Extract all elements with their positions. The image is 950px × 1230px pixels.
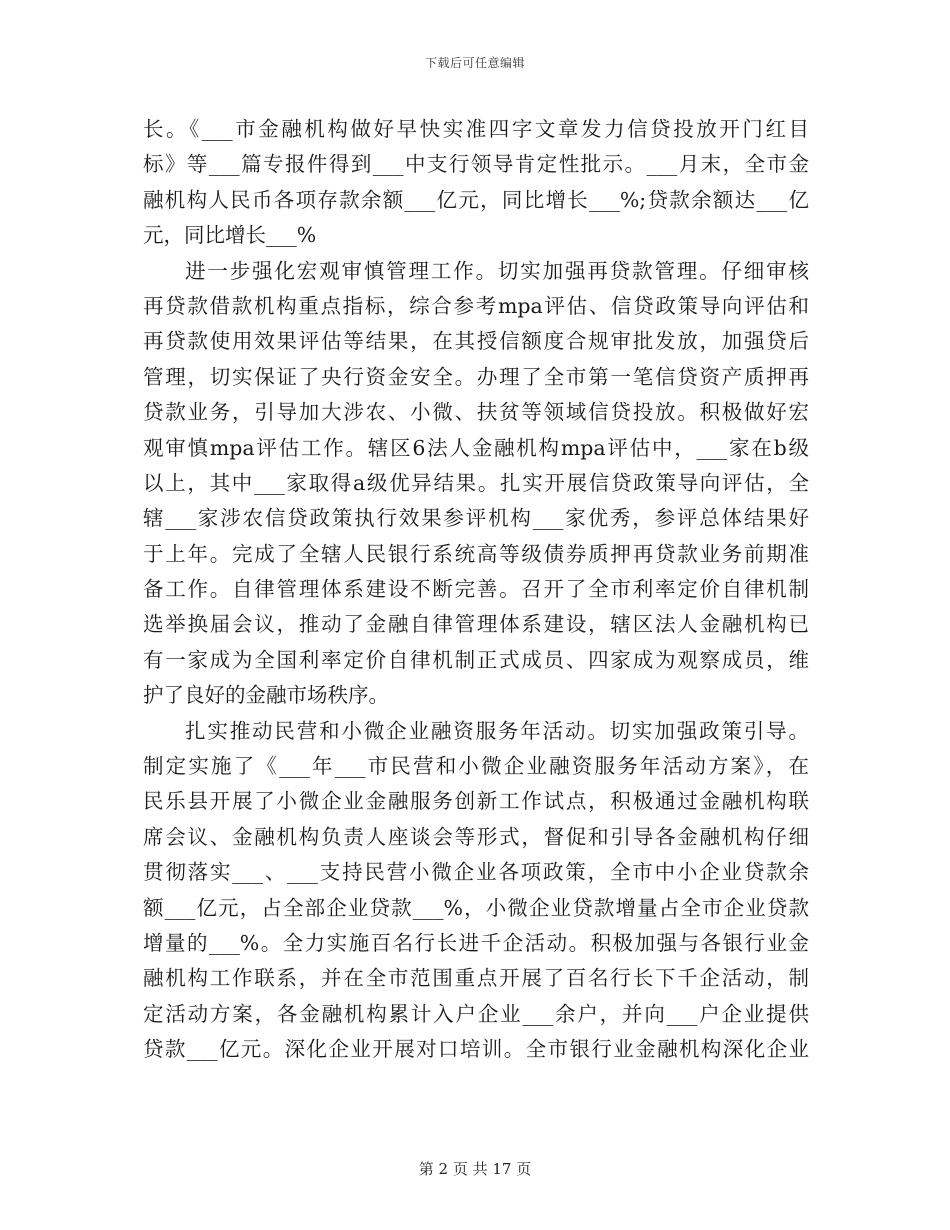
text-line: 管理，切实保证了央行资金安全。办理了全市第一笔信贷资产质押再 (143, 364, 809, 389)
text-line: 长。《___市金融机构做好早快实准四字文章发力信贷投放开门红目 (143, 117, 809, 141)
text-line: 贯彻落实___、___支持民营小微企业各项政策，全市中小企业贷款余 (143, 860, 809, 885)
text-line: 观审慎mpa评估工作。辖区6法人金融机构mpa评估中，___家在b级 (143, 435, 809, 460)
paragraph (143, 714, 809, 1068)
text-line: 扎实推动民营和小微企业融资服务年活动。切实加强政策引导。 (185, 718, 809, 743)
page-header: 下载后可任意编辑 (424, 56, 525, 70)
text-line: 贷款业务，引导加大涉农、小微、扶贫等领域信贷投放。积极做好宏 (143, 400, 809, 425)
text-line: 元，同比增长___% (143, 223, 317, 248)
text-line: 贷款___亿元。深化企业开展对口培训。全市银行业金融机构深化企业 (143, 1037, 809, 1062)
text-line: 以上，其中___家取得a级优异结果。扎实开展信贷政策导向评估，全 (143, 470, 809, 495)
text-line: 辖___家涉农信贷政策执行效果参评机构___家优秀，参评总体结果好 (143, 506, 809, 531)
text-line: 融机构工作联系，并在全市范围重点开展了百名行长下千企活动，制 (143, 966, 809, 991)
text-line: 选举换届会议，推动了金融自律管理体系建设，辖区法人金融机构已 (143, 612, 809, 637)
text-line: 再贷款使用效果评估等结果，在其授信额度合规审批发放，加强贷后 (143, 329, 809, 354)
text-line: 备工作。自律管理体系建设不断完善。召开了全市利率定价自律机制 (143, 577, 809, 602)
text-line: 席会议、金融机构负责人座谈会等形式，督促和引导各金融机构仔细 (143, 824, 809, 849)
text-line: 增量的___%。全力实施百名行长进千企活动。积极加强与各银行业金 (143, 930, 809, 955)
paragraph (143, 112, 809, 254)
text-line: 再贷款借款机构重点指标，综合参考mpa评估、信贷政策导向评估和 (143, 293, 809, 318)
page-footer: 第 2 页 共 17 页 (418, 1160, 532, 1178)
text-line: 定活动方案，各金融机构累计入户企业___余户，并向___户企业提供 (143, 1001, 809, 1026)
text-line: 护了良好的金融市场秩序。 (143, 683, 389, 708)
paragraph (143, 254, 809, 714)
text-line: 进一步强化宏观审慎管理工作。切实加强再贷款管理。仔细审核 (185, 258, 809, 283)
text-line: 额___亿元，占全部企业贷款___%，小微企业贷款增量占全市企业贷款 (143, 895, 809, 920)
text-line: 融机构人民币各项存款余额___亿元，同比增长___%;贷款余额达___亿 (143, 187, 809, 212)
text-line: 民乐县开展了小微企业金融服务创新工作试点，积极通过金融机构联 (143, 789, 809, 814)
text-line: 制定实施了《___年___市民营和小微企业融资服务年活动方案》，在 (143, 754, 809, 779)
text-line: 有一家成为全国利率定价自律机制正式成员、四家成为观察成员，维 (143, 647, 809, 672)
text-line: 标》等___篇专报件得到___中支行领导肯定性批示。___月末，全市金 (143, 152, 809, 177)
text-line: 于上年。完成了全辖人民银行系统高等级债券质押再贷款业务前期准 (143, 541, 809, 566)
document-body (143, 112, 809, 1068)
